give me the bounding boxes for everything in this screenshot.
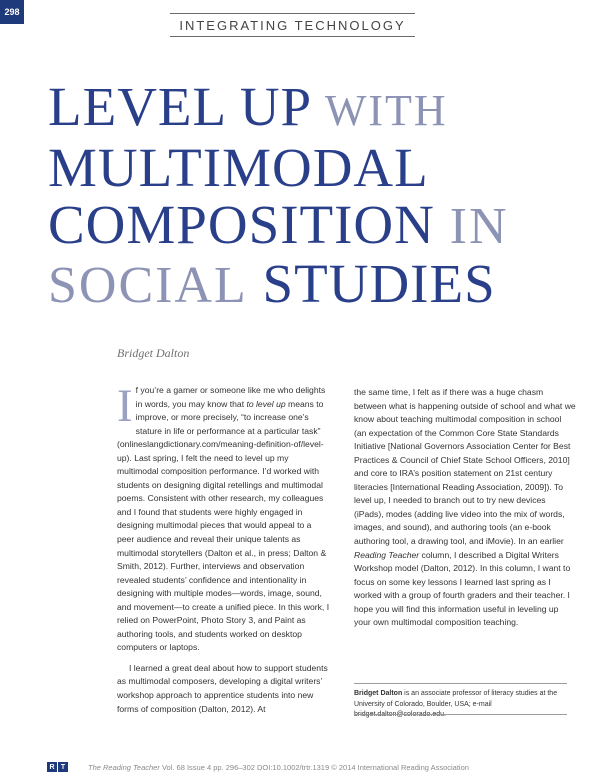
article-title xyxy=(48,78,588,314)
title-line-1 xyxy=(48,78,588,139)
drop-cap: I xyxy=(117,380,133,432)
title-text-light: WITH xyxy=(324,86,448,135)
body-paragraph: I learned a great deal about how to support students as multimodal composers, developing a digital writers’ workshop approach to apprentice students into new forms of composition (Dalton, 2012). At xyxy=(117,662,328,714)
bio-divider-top xyxy=(354,683,567,684)
title-text: COMPOSITION xyxy=(48,194,435,255)
paragraph-text: the same time, I felt as if there was a huge chasm between what is happening outside of school and what we know about teaching multimodal composition in school (an expectation of the Common Core State Standards Initiative [National Governors Association Center for Best Practices & Council of Chief State School Officers, 2010] and core to IRA’s position statement on 21st century literacies [International Reading Association, 2009]). To level up, I needed to branch out to try new devices (iPads), modes (adding live video into the mix of words, images, and sound), and authoring tools (an e-book authoring tool, a drawing tool, and iMovie). In an earlier xyxy=(354,387,576,547)
paragraph-text: column, I described a Digital Writers Workshop model (Dalton, 2012). In this column, I want to focus on some key lessons I learned last spring as I worked with a group of fourth graders and their teacher. I hope you will find this information useful in leveling up your own multimodal composition teaching. xyxy=(354,549,571,628)
paragraph-emphasis: Reading Teacher xyxy=(354,549,420,560)
author-bio xyxy=(354,689,574,721)
logo-letter: R xyxy=(47,762,57,772)
body-paragraph xyxy=(117,380,331,655)
bio-divider-bottom xyxy=(354,714,567,715)
body-paragraph xyxy=(354,386,576,630)
title-text: MULTIMODAL xyxy=(48,137,429,198)
footer-citation xyxy=(88,763,469,772)
logo-letter: T xyxy=(58,762,68,772)
journal-name: The Reading Teacher xyxy=(88,762,160,772)
title-line-4 xyxy=(48,255,588,314)
paragraph-text: means to improve, or more precisely, “to increase one’s stature in life or performance at a particular task” (onlineslangdictionary.com/meaning-definition-of/level-up). Last spring, I felt the need to level up my multimodal composition performance. I’d worked with students on designing digital retellings and multimodal poems. Consistent with other research, my colleagues and I found that students were highly engaged in designing multimodal pieces that would appeal to a peer audience and reveal their unique talents as multimodal storytellers (Dalton et al., in press; Dalton & Smith, 2012). Further, interviews and observation revealed students’ confidence and intentionality in designing with multiple modes—words, image, sound, and movement—to create a unified piece. In this work, I relied on PowerPoint, Photo Story 3, and Paint as authoring tools, and students worked on desktop computers or laptops. xyxy=(117,398,330,653)
author-byline: Bridget Dalton xyxy=(117,346,190,360)
body-column-left xyxy=(117,380,331,716)
bio-text: is an associate professor of literacy studies at the University of Colorado, Boulder, USA; e-mail xyxy=(354,690,558,708)
body-column-right xyxy=(354,386,576,630)
title-text: LEVEL UP xyxy=(48,76,311,137)
page-footer xyxy=(47,760,587,774)
title-text: STUDIES xyxy=(262,253,496,314)
title-line-2 xyxy=(48,139,588,196)
title-line-3 xyxy=(48,196,588,255)
paragraph-emphasis: to level up xyxy=(246,398,286,409)
citation-details: Vol. 68 Issue 4 pp. 296–302 DOI:10.1002/trtr.1319 © 2014 International Reading Association xyxy=(159,762,469,772)
bio-name: Bridget Dalton xyxy=(354,690,403,697)
paragraph-text: f you’re a gamer or someone like me who delights in words, you may know that xyxy=(135,385,326,409)
page-number: 298 xyxy=(0,0,24,24)
title-text-light: SOCIAL xyxy=(48,257,248,314)
rt-logo xyxy=(47,762,68,772)
section-header: INTEGRATING TECHNOLOGY xyxy=(170,13,415,37)
title-text-light: IN xyxy=(449,198,509,255)
